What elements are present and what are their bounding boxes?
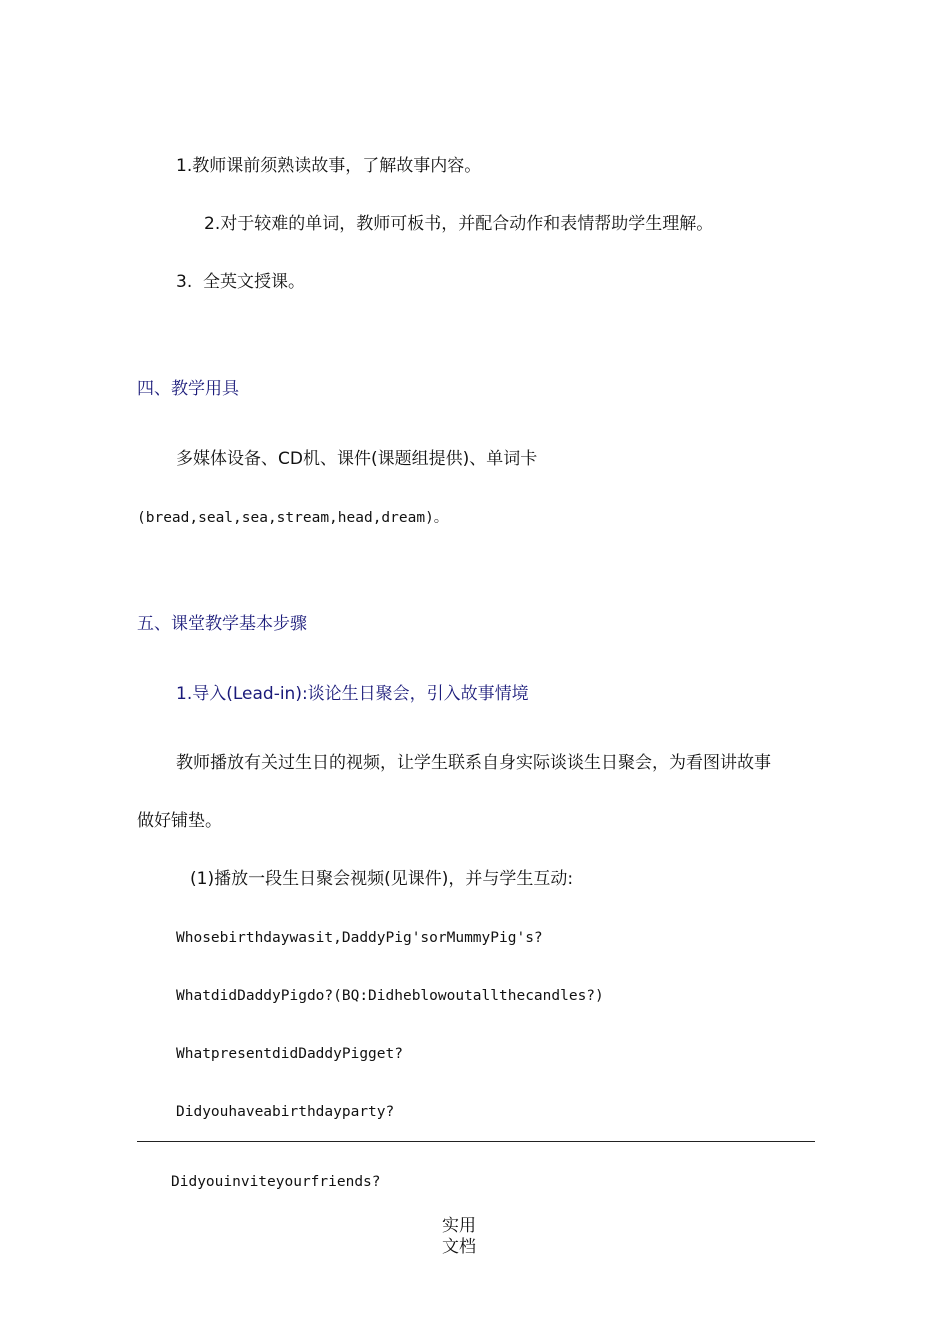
question-1: Whosebirthdaywasit,DaddyPig'sorMummyPig's? [176,930,543,946]
prep-note-3: 3. 全英文授课。 [176,272,306,292]
page-divider [137,1141,815,1142]
prep-note-2: 2.对于较难的单词，教师可板书，并配合动作和表情帮助学生理解。 [204,214,714,234]
section4-materials-line1: 多媒体设备、CD机、课件(课题组提供)、单词卡 [176,449,538,469]
section5-heading: 五、课堂教学基本步骤 [137,614,307,634]
section5-subheading: 1.导入(Lead-in):谈论生日聚会，引入故事情境 [176,684,529,704]
prep-note-1: 1.教师课前须熟读故事，了解故事内容。 [176,156,482,176]
footer-line-2: 文档 [442,1237,476,1257]
question-4: Didyouhaveabirthdayparty? [176,1104,395,1120]
question-5: Didyouinviteyourfriends? [171,1174,381,1190]
footer-line-1: 实用 [442,1216,476,1236]
section5-step1: (1)播放一段生日聚会视频(见课件)，并与学生互动: [190,869,574,889]
section5-paragraph-line1: 教师播放有关过生日的视频，让学生联系自身实际谈谈生日聚会，为看图讲故事 [176,753,771,773]
footer-label [442,1216,476,1258]
question-2: WhatdidDaddyPigdo?(BQ:Didheblowoutallthecandles?) [176,988,604,1004]
section5-paragraph-line2: 做好铺垫。 [137,811,222,831]
section4-materials-line2: (bread,seal,sea,stream,head,dream)。 [137,510,449,526]
section4-heading: 四、教学用具 [137,379,239,399]
question-3: WhatpresentdidDaddyPigget? [176,1046,403,1062]
